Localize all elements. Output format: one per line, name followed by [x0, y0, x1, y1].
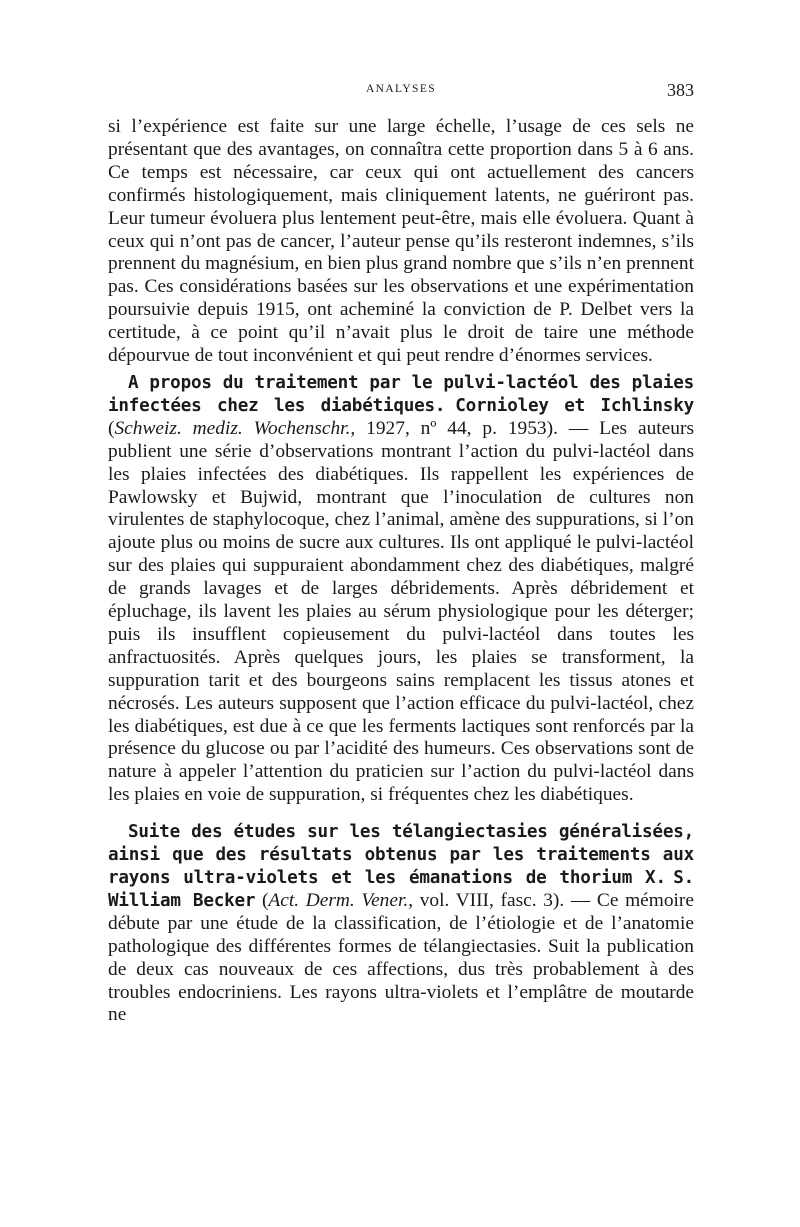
article-ref-journal: Act. Derm. Vener. — [268, 889, 409, 911]
article-authors: S. William Becker — [108, 868, 694, 911]
article-ref-journal: Schweiz. mediz. Wochenschr. — [114, 417, 351, 439]
article-body-text: — Les auteurs publient une série d’observations montrant l’action du pulvi-lactéol dans les plaies infectées des diabétiques. Ils rappellent les expériences de Pawlowsky et Bujwid, montrant que l’inoculation de cultures non virulentes de staphylocoque, chez l’animal, amène des suppurations, si l’on ajoute plus ou moins de sucre aux cultures. Ils ont appliqué le pulvi-lactéol sur des plaies qui suppuraient abondamment chez des diabétiques, malgré de grands lavages et de larges débridements. Après débridement et épluchage, ils lavent les plaies au sérum physiologique pour les déterger; puis ils insufflent copieusement du pulvi-lactéol dans toutes les anfractuosités. Après quelques jours, les plaies se transforment, la suppuration tarit et des bourgeons sains remplacent les tissus atones et nécrosés. Les auteurs supposent que l’action efficace du pulvi-lactéol, chez les diabétiques, est due à ce que les ferments lactiques sont renforcés par la présence du glucose ou par l’acidité des humeurs. Ces observations sont de nature à appeler l’attention du praticien sur l’action du pulvi-lactéol dans les plaies en voie de suppuration, si fréquentes chez les diabétiques. — [108, 417, 694, 806]
running-title: ANALYSES — [365, 83, 437, 95]
article-ref-open: ( — [255, 889, 269, 911]
article-title: Suite des études sur les télangiectasies généralisées, ainsi que des résultats obtenus par les traitements aux rayons ultra-violets et les émanations de thorium X. — [108, 822, 694, 888]
running-head — [108, 80, 694, 104]
article-ref-open: ( — [108, 417, 115, 439]
article-body-text: — Ce mémoire débute par une étude de la classification, de l’étiologie et de l’anatomie pathologique des différentes formes de télangiectasies. Suit la publication de deux cas nouveaux de ces affections, dus très probablement à des troubles endocriniens. Les rayons ultra-violets et l’emplâtre de moutarde ne — [108, 889, 694, 1026]
article-ref-details: , vol. VIII, fasc. 3). — [408, 889, 565, 911]
article-title: A propos du traitement par le pulvi-lactéol des plaies infectées chez les diabétiques. — [108, 372, 694, 416]
page-text-block — [108, 116, 694, 1027]
article-telangiectasies — [108, 821, 694, 1027]
page-number: 383 — [667, 80, 694, 100]
article-ref-details: , 1927, nº 44, p. 1953). — [350, 417, 558, 439]
article-authors: Cornioley et Ichlinsky — [455, 395, 694, 416]
article-pulvi-lacteol — [108, 372, 694, 807]
continuation-paragraph: si l’expérience est faite sur une large échelle, l’usage de ces sels ne présentant que des avantages, on connaîtra cette proportion dans 5 à 6 ans. Ce temps est nécessaire, car ceux qui ont actuellement des cancers confirmés histologiquement, mais cliniquement latents, ne guériront pas. Leur tumeur évoluera plus lentement peut-être, mais elle évoluera. Quant à ceux qui n’ont pas de cancer, l’auteur pense qu’ils resteront indemnes, s’ils prennent du magnésium, en bien plus grand nombre que s’ils n’en prennent pas. Ces considérations basées sur les observations et une expérimentation poursuivie depuis 1915, ont acheminé la conviction de P. Delbet vers la certitude, à ce point qu’il n’avait plus le droit de taire une méthode dépourvue de tout inconvénient et qui peut rendre d’énormes services. — [108, 116, 694, 367]
